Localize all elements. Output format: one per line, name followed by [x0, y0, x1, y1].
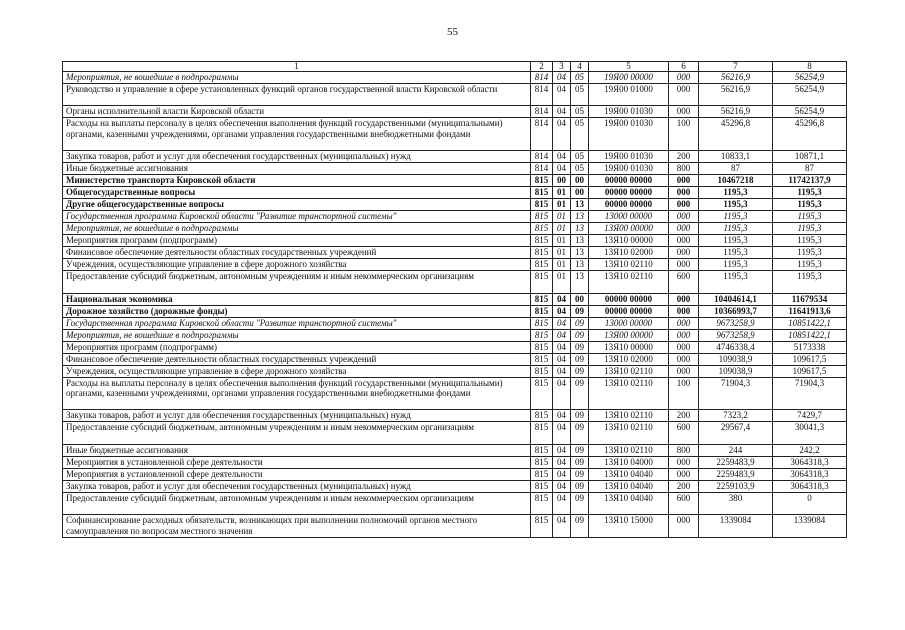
- row-target-article: 19Я00 01030: [589, 151, 669, 163]
- row-amount-year1: 7323,2: [699, 410, 773, 422]
- row-expense-type: 000: [669, 305, 699, 317]
- row-ministry-code: 815: [531, 468, 553, 480]
- row-description: Учреждения, осуществляющие управление в сфере дорожного хозяйства: [63, 365, 531, 377]
- row-target-article: 13Я10 02110: [589, 444, 669, 456]
- row-target-article: 19Я00 01030: [589, 163, 669, 175]
- row-section-code: 04: [553, 515, 571, 537]
- row-expense-type: 000: [669, 259, 699, 271]
- row-subsection-code: 09: [571, 444, 589, 456]
- row-amount-year2: 10851422,1: [773, 317, 847, 329]
- row-expense-type: 600: [669, 271, 699, 293]
- row-amount-year1: 71904,3: [699, 377, 773, 410]
- row-section-code: 04: [553, 305, 571, 317]
- row-amount-year2: 1195,3: [773, 247, 847, 259]
- row-amount-year2: 1195,3: [773, 187, 847, 199]
- row-amount-year1: 1195,3: [699, 235, 773, 247]
- row-amount-year2: 1195,3: [773, 199, 847, 211]
- row-description: Руководство и управление в сфере установленных функций органов государственной власти Кировской области: [63, 84, 531, 106]
- table-row: [63, 468, 847, 480]
- row-subsection-code: 09: [571, 317, 589, 329]
- row-section-code: 04: [553, 480, 571, 492]
- table-row: [63, 271, 847, 293]
- row-amount-year1: 1195,3: [699, 247, 773, 259]
- row-amount-year2: 11742137,9: [773, 175, 847, 187]
- row-target-article: 13000 00000: [589, 211, 669, 223]
- row-amount-year1: 4746338,4: [699, 341, 773, 353]
- row-amount-year2: 0: [773, 492, 847, 514]
- row-amount-year2: 56254,9: [773, 106, 847, 118]
- row-subsection-code: 05: [571, 106, 589, 118]
- row-description: Закупка товаров, работ и услуг для обеспечения государственных (муниципальных) нужд: [63, 480, 531, 492]
- row-ministry-code: 815: [531, 223, 553, 235]
- row-description: Государственная программа Кировской области "Развитие транспортной системы": [63, 317, 531, 329]
- row-amount-year2: 3064318,3: [773, 468, 847, 480]
- table-row: [63, 480, 847, 492]
- row-target-article: 19Я00 00000: [589, 72, 669, 84]
- table-header-row: [63, 62, 847, 72]
- row-target-article: 13000 00000: [589, 317, 669, 329]
- table-row: [63, 223, 847, 235]
- row-amount-year2: 87: [773, 163, 847, 175]
- row-section-code: 01: [553, 247, 571, 259]
- row-subsection-code: 05: [571, 84, 589, 106]
- row-description: Национальная экономика: [63, 293, 531, 305]
- row-section-code: 04: [553, 72, 571, 84]
- row-expense-type: 100: [669, 118, 699, 151]
- row-amount-year1: 10366993,7: [699, 305, 773, 317]
- row-section-code: 04: [553, 456, 571, 468]
- budget-table: [62, 61, 847, 538]
- row-expense-type: 000: [669, 329, 699, 341]
- row-amount-year1: 2259483,9: [699, 468, 773, 480]
- row-target-article: 00000 00000: [589, 305, 669, 317]
- row-subsection-code: 00: [571, 293, 589, 305]
- row-section-code: 04: [553, 118, 571, 151]
- row-amount-year1: 244: [699, 444, 773, 456]
- table-row: [63, 72, 847, 84]
- column-header: 8: [773, 62, 847, 72]
- row-target-article: 19Я00 01030: [589, 118, 669, 151]
- row-description: Софинансирование расходных обязательств, возникающих при выполнении полномочий органов местного самоуправления по вопросам местного значения: [63, 515, 531, 537]
- table-row: [63, 377, 847, 410]
- row-amount-year2: 1195,3: [773, 271, 847, 293]
- column-header: 5: [589, 62, 669, 72]
- table-row: [63, 456, 847, 468]
- row-expense-type: 000: [669, 106, 699, 118]
- row-expense-type: 000: [669, 515, 699, 537]
- row-amount-year2: 56254,9: [773, 84, 847, 106]
- row-amount-year1: 380: [699, 492, 773, 514]
- table-row: [63, 199, 847, 211]
- row-amount-year2: 11679534: [773, 293, 847, 305]
- row-section-code: 01: [553, 223, 571, 235]
- row-ministry-code: 815: [531, 422, 553, 444]
- row-description: Государственная программа Кировской области "Развитие транспортной системы": [63, 211, 531, 223]
- row-description: Мероприятия, не вошедшие в подпрограммы: [63, 72, 531, 84]
- row-target-article: 13Я10 02110: [589, 259, 669, 271]
- row-description: Мероприятия, не вошедшие в подпрограммы: [63, 329, 531, 341]
- row-section-code: 04: [553, 84, 571, 106]
- row-amount-year1: 9673258,9: [699, 317, 773, 329]
- row-amount-year2: 109617,5: [773, 353, 847, 365]
- row-amount-year2: 71904,3: [773, 377, 847, 410]
- row-amount-year2: 1195,3: [773, 235, 847, 247]
- row-description: Предоставление субсидий бюджетным, автономным учреждениям и иным некоммерческим организациям: [63, 492, 531, 514]
- row-ministry-code: 815: [531, 353, 553, 365]
- row-target-article: 13Я10 02000: [589, 247, 669, 259]
- table-row: [63, 211, 847, 223]
- row-expense-type: 000: [669, 365, 699, 377]
- row-amount-year1: 45296,8: [699, 118, 773, 151]
- row-description: Учреждения, осуществляющие управление в сфере дорожного хозяйства: [63, 259, 531, 271]
- row-description: Другие общегосударственные вопросы: [63, 199, 531, 211]
- row-section-code: 01: [553, 259, 571, 271]
- row-target-article: 13Я10 04040: [589, 480, 669, 492]
- row-subsection-code: 09: [571, 377, 589, 410]
- row-expense-type: 000: [669, 84, 699, 106]
- row-ministry-code: 815: [531, 175, 553, 187]
- row-subsection-code: 09: [571, 365, 589, 377]
- row-description: Органы исполнительной власти Кировской области: [63, 106, 531, 118]
- row-amount-year2: 3064318,3: [773, 456, 847, 468]
- table-row: [63, 410, 847, 422]
- row-subsection-code: 13: [571, 247, 589, 259]
- page-number: 55: [447, 26, 458, 38]
- row-description: Закупка товаров, работ и услуг для обеспечения государственных (муниципальных) нужд: [63, 410, 531, 422]
- row-subsection-code: 09: [571, 353, 589, 365]
- row-description: Предоставление субсидий бюджетным, автономным учреждениям и иным некоммерческим организациям: [63, 271, 531, 293]
- row-amount-year1: 29567,4: [699, 422, 773, 444]
- row-expense-type: 000: [669, 317, 699, 329]
- row-ministry-code: 815: [531, 456, 553, 468]
- row-target-article: 19Я00 01030: [589, 106, 669, 118]
- row-amount-year1: 56216,9: [699, 106, 773, 118]
- row-section-code: 04: [553, 106, 571, 118]
- row-section-code: 04: [553, 151, 571, 163]
- table-row: [63, 259, 847, 271]
- table-row: [63, 247, 847, 259]
- row-ministry-code: 815: [531, 271, 553, 293]
- row-ministry-code: 815: [531, 235, 553, 247]
- row-amount-year1: 1195,3: [699, 271, 773, 293]
- row-description: Мероприятия, не вошедшие в подпрограммы: [63, 223, 531, 235]
- row-section-code: 04: [553, 410, 571, 422]
- row-section-code: 04: [553, 377, 571, 410]
- row-ministry-code: 815: [531, 293, 553, 305]
- row-subsection-code: 00: [571, 175, 589, 187]
- row-amount-year2: 7429,7: [773, 410, 847, 422]
- row-section-code: 01: [553, 211, 571, 223]
- row-subsection-code: 13: [571, 271, 589, 293]
- row-amount-year1: 10833,1: [699, 151, 773, 163]
- row-subsection-code: 13: [571, 223, 589, 235]
- row-section-code: 04: [553, 444, 571, 456]
- row-ministry-code: 815: [531, 410, 553, 422]
- column-header: 4: [571, 62, 589, 72]
- row-expense-type: 000: [669, 293, 699, 305]
- row-amount-year1: 1195,3: [699, 223, 773, 235]
- row-amount-year2: 1195,3: [773, 259, 847, 271]
- row-amount-year1: 56216,9: [699, 84, 773, 106]
- row-section-code: 04: [553, 422, 571, 444]
- row-amount-year2: 10851422,1: [773, 329, 847, 341]
- row-section-code: 04: [553, 353, 571, 365]
- row-expense-type: 000: [669, 223, 699, 235]
- row-ministry-code: 814: [531, 118, 553, 151]
- row-amount-year1: 1195,3: [699, 199, 773, 211]
- row-expense-type: 000: [669, 247, 699, 259]
- row-section-code: 04: [553, 317, 571, 329]
- table-row: [63, 317, 847, 329]
- column-header: 3: [553, 62, 571, 72]
- row-ministry-code: 815: [531, 187, 553, 199]
- row-amount-year2: 3064318,3: [773, 480, 847, 492]
- row-amount-year1: 2259103,9: [699, 480, 773, 492]
- table-row: [63, 293, 847, 305]
- row-section-code: 04: [553, 468, 571, 480]
- row-target-article: 13Я10 15000: [589, 515, 669, 537]
- row-target-article: 13Я10 02110: [589, 422, 669, 444]
- row-subsection-code: 09: [571, 456, 589, 468]
- row-expense-type: 000: [669, 468, 699, 480]
- row-ministry-code: 815: [531, 365, 553, 377]
- table-row: [63, 422, 847, 444]
- row-description: Закупка товаров, работ и услуг для обеспечения государственных (муниципальных) нужд: [63, 151, 531, 163]
- row-target-article: 13Я10 00000: [589, 235, 669, 247]
- row-description: Дорожное хозяйство (дорожные фонды): [63, 305, 531, 317]
- row-amount-year1: 1339084: [699, 515, 773, 537]
- row-expense-type: 000: [669, 235, 699, 247]
- row-description: Иные бюджетные ассигнования: [63, 444, 531, 456]
- row-ministry-code: 815: [531, 305, 553, 317]
- table-row: [63, 515, 847, 537]
- row-amount-year1: 1195,3: [699, 259, 773, 271]
- row-description: Расходы на выплаты персоналу в целях обеспечения выполнения функций государственными (муниципальными) органами, казенными учреждениями, органами управления государственными внебюджетными фондами: [63, 118, 531, 151]
- row-description: Мероприятия программ (подпрограмм): [63, 341, 531, 353]
- row-expense-type: 000: [669, 187, 699, 199]
- row-target-article: 19Я00 01000: [589, 84, 669, 106]
- table-row: [63, 151, 847, 163]
- table-row: [63, 341, 847, 353]
- row-target-article: 13Я10 04000: [589, 456, 669, 468]
- row-target-article: 13Я10 02000: [589, 353, 669, 365]
- column-header: 7: [699, 62, 773, 72]
- row-subsection-code: 09: [571, 410, 589, 422]
- table-row: [63, 492, 847, 514]
- row-description: Иные бюджетные ассигнования: [63, 163, 531, 175]
- row-expense-type: 000: [669, 175, 699, 187]
- row-amount-year1: 56216,9: [699, 72, 773, 84]
- table-row: [63, 84, 847, 106]
- row-description: Расходы на выплаты персоналу в целях обеспечения выполнения функций государственными (муниципальными) органами, казенными учреждениями, органами управления государственными внебюджетными фондами: [63, 377, 531, 410]
- row-target-article: 13Я10 02110: [589, 377, 669, 410]
- row-target-article: 13Я00 00000: [589, 223, 669, 235]
- row-ministry-code: 815: [531, 259, 553, 271]
- row-ministry-code: 814: [531, 151, 553, 163]
- row-amount-year2: 242,2: [773, 444, 847, 456]
- column-header: 2: [531, 62, 553, 72]
- row-ministry-code: 814: [531, 163, 553, 175]
- row-expense-type: 800: [669, 163, 699, 175]
- row-target-article: 00000 00000: [589, 175, 669, 187]
- row-target-article: 13Я00 00000: [589, 329, 669, 341]
- row-expense-type: 000: [669, 456, 699, 468]
- row-ministry-code: 815: [531, 211, 553, 223]
- row-amount-year1: 109038,9: [699, 353, 773, 365]
- row-expense-type: 100: [669, 377, 699, 410]
- row-description: Предоставление субсидий бюджетным, автономным учреждениям и иным некоммерческим организациям: [63, 422, 531, 444]
- row-ministry-code: 815: [531, 515, 553, 537]
- table-row: [63, 235, 847, 247]
- row-description: Министерство транспорта Кировской области: [63, 175, 531, 187]
- row-amount-year2: 1339084: [773, 515, 847, 537]
- row-ministry-code: 815: [531, 317, 553, 329]
- row-target-article: 00000 00000: [589, 293, 669, 305]
- row-section-code: 04: [553, 365, 571, 377]
- table-row: [63, 305, 847, 317]
- row-expense-type: 800: [669, 444, 699, 456]
- row-subsection-code: 05: [571, 118, 589, 151]
- row-section-code: 00: [553, 175, 571, 187]
- row-amount-year2: 11641913,6: [773, 305, 847, 317]
- row-ministry-code: 814: [531, 84, 553, 106]
- row-amount-year2: 45296,8: [773, 118, 847, 151]
- row-ministry-code: 815: [531, 377, 553, 410]
- row-ministry-code: 815: [531, 329, 553, 341]
- row-section-code: 01: [553, 199, 571, 211]
- row-ministry-code: 814: [531, 106, 553, 118]
- row-target-article: 00000 00000: [589, 199, 669, 211]
- row-subsection-code: 09: [571, 422, 589, 444]
- row-target-article: 13Я10 04040: [589, 492, 669, 514]
- row-subsection-code: 09: [571, 341, 589, 353]
- row-section-code: 04: [553, 329, 571, 341]
- row-subsection-code: 05: [571, 72, 589, 84]
- row-amount-year2: 30041,3: [773, 422, 847, 444]
- row-description: Мероприятия в установленной сфере деятельности: [63, 468, 531, 480]
- row-subsection-code: 09: [571, 305, 589, 317]
- row-subsection-code: 13: [571, 259, 589, 271]
- row-section-code: 04: [553, 492, 571, 514]
- table-row: [63, 444, 847, 456]
- row-expense-type: 200: [669, 480, 699, 492]
- row-ministry-code: 815: [531, 247, 553, 259]
- row-section-code: 01: [553, 271, 571, 293]
- row-target-article: 13Я10 02110: [589, 410, 669, 422]
- row-subsection-code: 09: [571, 492, 589, 514]
- column-header: 6: [669, 62, 699, 72]
- row-section-code: 04: [553, 163, 571, 175]
- row-expense-type: 000: [669, 353, 699, 365]
- row-section-code: 04: [553, 341, 571, 353]
- row-amount-year2: 5173338: [773, 341, 847, 353]
- row-subsection-code: 05: [571, 163, 589, 175]
- row-amount-year2: 1195,3: [773, 223, 847, 235]
- row-amount-year1: 109038,9: [699, 365, 773, 377]
- row-amount-year1: 1195,3: [699, 187, 773, 199]
- row-ministry-code: 815: [531, 444, 553, 456]
- row-expense-type: 000: [669, 72, 699, 84]
- row-expense-type: 600: [669, 422, 699, 444]
- row-amount-year1: 9673258,9: [699, 329, 773, 341]
- column-header: 1: [63, 62, 531, 72]
- row-expense-type: 600: [669, 492, 699, 514]
- row-target-article: 13Я10 02110: [589, 365, 669, 377]
- row-subsection-code: 09: [571, 480, 589, 492]
- row-subsection-code: 09: [571, 515, 589, 537]
- row-ministry-code: 814: [531, 72, 553, 84]
- row-amount-year2: 109617,5: [773, 365, 847, 377]
- row-expense-type: 000: [669, 211, 699, 223]
- table-row: [63, 175, 847, 187]
- row-ministry-code: 815: [531, 492, 553, 514]
- row-amount-year1: 10404614,1: [699, 293, 773, 305]
- row-amount-year2: 1195,3: [773, 211, 847, 223]
- row-target-article: 00000 00000: [589, 187, 669, 199]
- row-description: Финансовое обеспечение деятельности областных государственных учреждений: [63, 247, 531, 259]
- row-amount-year1: 87: [699, 163, 773, 175]
- row-section-code: 01: [553, 235, 571, 247]
- row-subsection-code: 05: [571, 151, 589, 163]
- row-expense-type: 000: [669, 341, 699, 353]
- table-row: [63, 118, 847, 151]
- row-expense-type: 200: [669, 151, 699, 163]
- row-expense-type: 200: [669, 410, 699, 422]
- row-description: Финансовое обеспечение деятельности областных государственных учреждений: [63, 353, 531, 365]
- row-description: Общегосударственные вопросы: [63, 187, 531, 199]
- row-amount-year1: 2259483,9: [699, 456, 773, 468]
- table-row: [63, 163, 847, 175]
- table-row: [63, 365, 847, 377]
- row-subsection-code: 09: [571, 468, 589, 480]
- row-description: Мероприятия программ (подпрограмм): [63, 235, 531, 247]
- row-target-article: 13Я10 00000: [589, 341, 669, 353]
- row-amount-year2: 10871,1: [773, 151, 847, 163]
- row-ministry-code: 815: [531, 199, 553, 211]
- row-subsection-code: 00: [571, 187, 589, 199]
- row-description: Мероприятия в установленной сфере деятельности: [63, 456, 531, 468]
- row-subsection-code: 13: [571, 211, 589, 223]
- table-row: [63, 187, 847, 199]
- table-row: [63, 329, 847, 341]
- row-target-article: 13Я10 02110: [589, 271, 669, 293]
- row-ministry-code: 815: [531, 341, 553, 353]
- row-section-code: 04: [553, 293, 571, 305]
- row-section-code: 01: [553, 187, 571, 199]
- table-row: [63, 106, 847, 118]
- row-subsection-code: 09: [571, 329, 589, 341]
- table-row: [63, 353, 847, 365]
- row-target-article: 13Я10 04040: [589, 468, 669, 480]
- row-subsection-code: 13: [571, 235, 589, 247]
- row-ministry-code: 815: [531, 480, 553, 492]
- row-amount-year2: 56254,9: [773, 72, 847, 84]
- row-expense-type: 000: [669, 199, 699, 211]
- row-amount-year1: 1195,3: [699, 211, 773, 223]
- row-subsection-code: 13: [571, 199, 589, 211]
- row-amount-year1: 10467218: [699, 175, 773, 187]
